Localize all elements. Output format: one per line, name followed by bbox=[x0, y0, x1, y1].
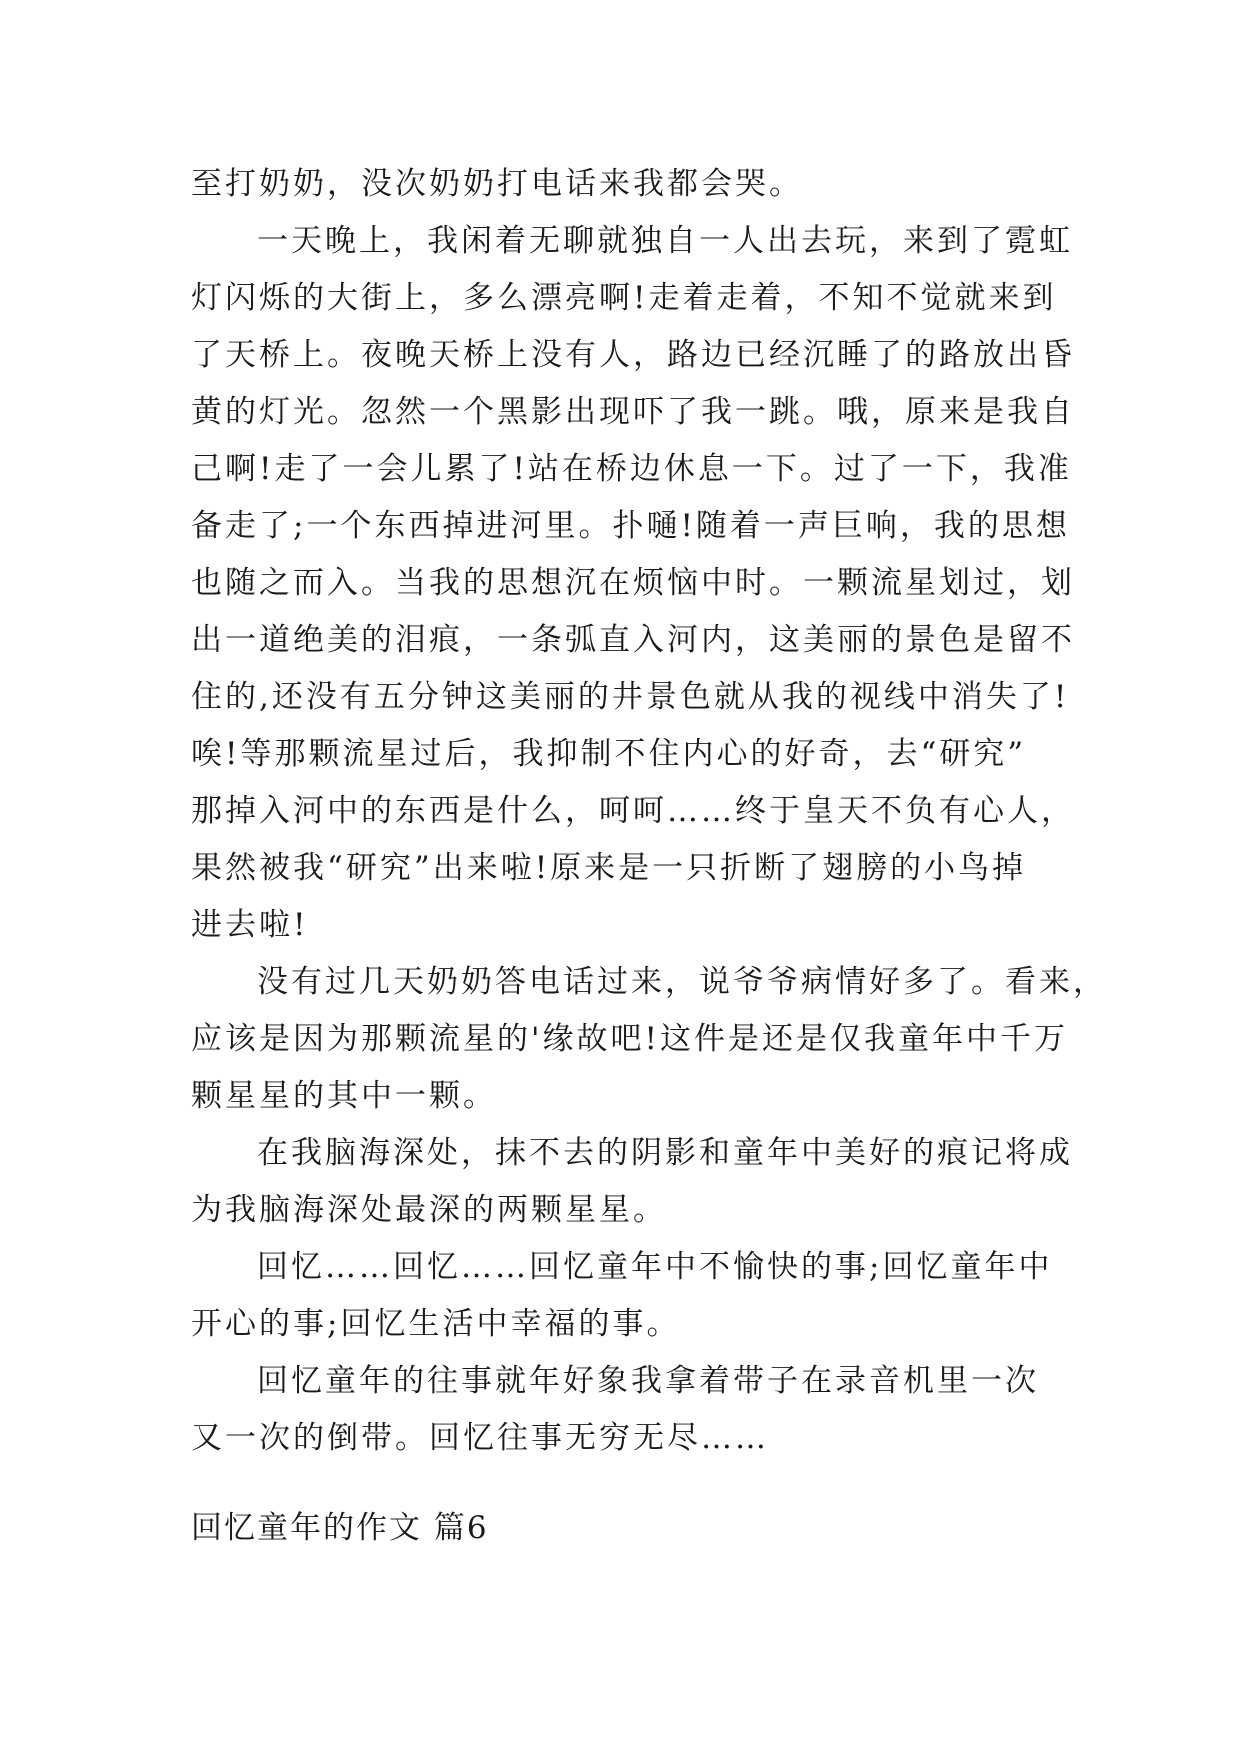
text-line: 应该是因为那颗流星的'缘故吧!这件是还是仅我童年中千万 bbox=[191, 1021, 1068, 1057]
essay-body bbox=[191, 156, 1107, 1467]
text-line: 又一次的倒带。回忆往事无穷无尽…… bbox=[191, 1420, 769, 1456]
text-line: 至打奶奶，没次奶奶打电话来我都会哭。 bbox=[191, 166, 803, 202]
text-line: 为我脑海深处最深的两颗星星。 bbox=[191, 1192, 667, 1228]
text-line: 了天桥上。夜晚天桥上没有人，路边已经沉睡了的路放出昏 bbox=[191, 337, 1075, 373]
text-line: 己啊!走了一会儿累了!站在桥边休息一下。过了一下，我准 bbox=[191, 451, 1072, 487]
text-line: 出一道绝美的泪痕，一条弧直入河内，这美丽的景色是留不 bbox=[191, 622, 1075, 658]
section-heading: 回忆童年的作文 篇6 bbox=[191, 1510, 489, 1546]
paragraph-first-line: 在我脑海深处，抹不去的阴影和童年中美好的痕记将成 bbox=[257, 1135, 1073, 1171]
paragraph-first-line: 回忆童年的往事就年好象我拿着带子在录音机里一次 bbox=[257, 1363, 1039, 1399]
text-line: 黄的灯光。忽然一个黑影出现吓了我一跳。哦，原来是我自 bbox=[191, 394, 1075, 430]
paragraph-first-line: 回忆……回忆……回忆童年中不愉快的事;回忆童年中 bbox=[257, 1249, 1053, 1285]
text-line: 也随之而入。当我的思想沉在烦恼中时。一颗流星划过，划 bbox=[191, 565, 1075, 601]
text-line: 备走了;一个东西掉进河里。扑嗵!随着一声巨响，我的思想 bbox=[191, 508, 1070, 544]
text-line: 开心的事;回忆生活中幸福的事。 bbox=[191, 1306, 681, 1342]
text-line: 唉!等那颗流星过后，我抑制不住内心的好奇，去“研究” bbox=[191, 736, 1027, 772]
paragraph-first-line: 一天晚上，我闲着无聊就独自一人出去玩，来到了霓虹 bbox=[257, 223, 1073, 259]
text-line: 灯闪烁的大街上，多么漂亮啊!走着走着，不知不觉就来到 bbox=[191, 280, 1057, 316]
text-line: 住的,还没有五分钟这美丽的井景色就从我的视线中消失了! bbox=[191, 679, 1070, 715]
text-line: 进去啦! bbox=[191, 907, 309, 943]
text-line: 颗星星的其中一颗。 bbox=[191, 1078, 497, 1114]
paragraph-first-line: 没有过几天奶奶答电话过来，说爷爷病情好多了。看来， bbox=[257, 964, 1107, 1000]
text-line: 那掉入河中的东西是什么，呵呵……终于皇天不负有心人， bbox=[191, 793, 1075, 829]
text-line: 果然被我“研究”出来啦!原来是一只折断了翅膀的小鸟掉 bbox=[191, 850, 1027, 886]
